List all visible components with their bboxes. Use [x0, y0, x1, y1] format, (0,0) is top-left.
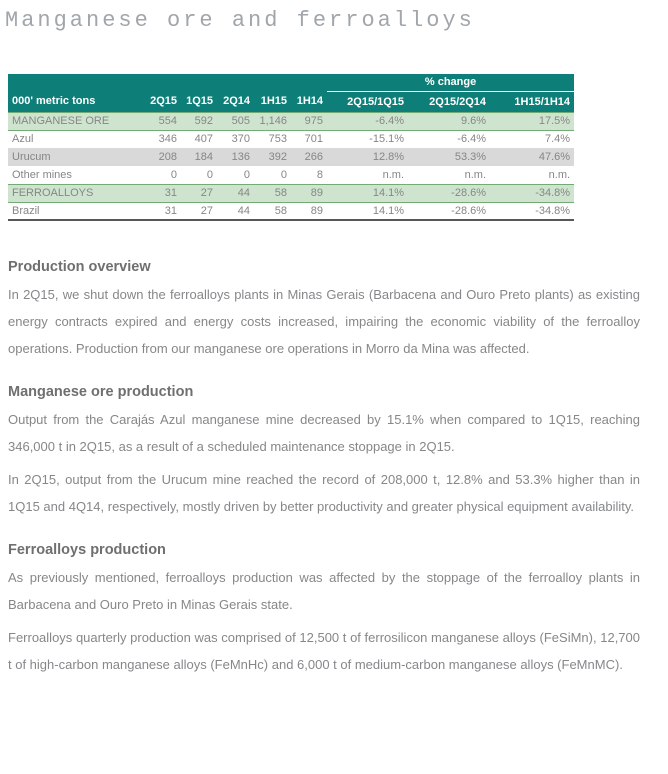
cell: 392	[254, 148, 291, 166]
cell: 27	[181, 184, 217, 202]
row-label: MANGANESE ORE	[8, 112, 141, 130]
col-header: 2Q15/1Q15	[327, 91, 408, 112]
cell: 14.1%	[327, 202, 408, 220]
col-header: 2Q15/2Q14	[408, 91, 490, 112]
cell: 407	[194, 133, 213, 146]
cell: 370	[231, 133, 250, 146]
table-row-urucum	[8, 148, 574, 166]
paragraph: As previously mentioned, ferroalloys production was affected by the stoppage of the ferroalloy plants in Barbacena and Ouro Preto in Minas Gerais state.	[8, 570, 640, 612]
cell: 17.5%	[490, 112, 574, 130]
cell: 7.4%	[544, 133, 571, 146]
row-label: Brazil	[8, 202, 141, 220]
cell: n.m.	[382, 168, 405, 181]
cell: 346	[158, 133, 177, 146]
cell: 44	[217, 202, 254, 220]
cell: 266	[291, 148, 327, 166]
table-row-brazil	[8, 202, 574, 220]
section-heading-production-overview: Production overview	[8, 259, 151, 275]
cell: 975	[291, 112, 327, 130]
cell: 89	[291, 184, 327, 202]
cell: 554	[141, 112, 181, 130]
cell: 701	[304, 133, 324, 146]
cell: 53.3%	[408, 148, 490, 166]
cell: 753	[268, 133, 287, 146]
cell: 89	[291, 202, 327, 220]
cell: 208	[141, 148, 181, 166]
section-heading-manganese-ore-production: Manganese ore production	[8, 384, 194, 400]
unit-header-cell: 000' metric tons	[8, 91, 141, 112]
table-row-manganese-ore	[8, 112, 574, 130]
cell: 31	[141, 184, 181, 202]
section-heading-ferroalloys-production: Ferroalloys production	[8, 542, 166, 558]
cell: -28.6%	[408, 202, 490, 220]
col-header: 1H14	[291, 91, 327, 112]
cell: -28.6%	[408, 184, 490, 202]
row-label: Azul	[12, 133, 34, 146]
cell: 0	[170, 168, 177, 181]
cell: n.m.	[464, 168, 487, 181]
col-header: 1H15	[254, 91, 291, 112]
cell: 12.8%	[327, 148, 408, 166]
cell: 31	[141, 202, 181, 220]
cell: 1,146	[254, 112, 291, 130]
col-header: 2Q14	[217, 91, 254, 112]
row-label: Other mines	[12, 168, 72, 181]
row-label: Urucum	[8, 148, 141, 166]
table-row-azul	[8, 130, 574, 148]
cell: 184	[181, 148, 217, 166]
cell: n.m.	[548, 168, 571, 181]
cell: 14.1%	[327, 184, 408, 202]
report-body	[8, 259, 640, 678]
cell: -34.8%	[490, 184, 574, 202]
cell: -6.4%	[327, 112, 408, 130]
production-table	[8, 74, 574, 221]
cell: 136	[217, 148, 254, 166]
cell: 58	[254, 184, 291, 202]
cell: 9.6%	[408, 112, 490, 130]
cell: 0	[243, 168, 250, 181]
cell: 27	[181, 202, 217, 220]
paragraph: In 2Q15, output from the Urucum mine reached the record of 208,000 t, 12.8% and 53.3% higher than in 1Q15 and 4Q14, respectively, mostly driven by better productivity and greater physical equipment availability.	[8, 472, 640, 514]
paragraph: Ferroalloys quarterly production was comprised of 12,500 t of ferrosilicon manganese alloys (FeSiMn), 12,700 t of high-carbon manganese alloys (FeMnHc) and 6,000 t of medium-carbon manganese alloys (FeMnMC).	[8, 630, 640, 672]
cell: 47.6%	[490, 148, 574, 166]
cell: 505	[217, 112, 254, 130]
pct-change-group-header: % change	[327, 74, 574, 91]
page-title: Manganese ore and ferroalloys	[5, 8, 475, 33]
row-label: FERROALLOYS	[8, 184, 141, 202]
table-row-ferroalloys	[8, 184, 574, 202]
paragraph: Output from the Carajás Azul manganese mine decreased by 15.1% when compared to 1Q15, reaching 346,000 t in 2Q15, as a result of a scheduled maintenance stoppage in 2Q15.	[8, 412, 640, 454]
paragraph: In 2Q15, we shut down the ferroalloys plants in Minas Gerais (Barbacena and Ouro Preto plants) as existing energy contracts expired and energy costs increased, impairing the economic viability of the ferroalloy operations. Production from our manganese ore operations in Morro da Mina was affected.	[8, 287, 640, 356]
table-row-other-mines	[8, 166, 574, 184]
header-spacer-cell	[8, 74, 327, 91]
cell: -34.8%	[490, 202, 574, 220]
cell: -15.1%	[369, 133, 405, 146]
col-header: 1Q15	[181, 91, 217, 112]
cell: 58	[254, 202, 291, 220]
table-header-row	[8, 91, 574, 112]
cell: 0	[280, 168, 287, 181]
table-header-group-row	[8, 74, 574, 91]
cell: -6.4%	[457, 133, 487, 146]
cell: 8	[316, 168, 324, 181]
cell: 592	[181, 112, 217, 130]
col-header: 2Q15	[141, 91, 181, 112]
cell: 44	[217, 184, 254, 202]
cell: 0	[206, 168, 213, 181]
col-header: 1H15/1H14	[490, 91, 574, 112]
